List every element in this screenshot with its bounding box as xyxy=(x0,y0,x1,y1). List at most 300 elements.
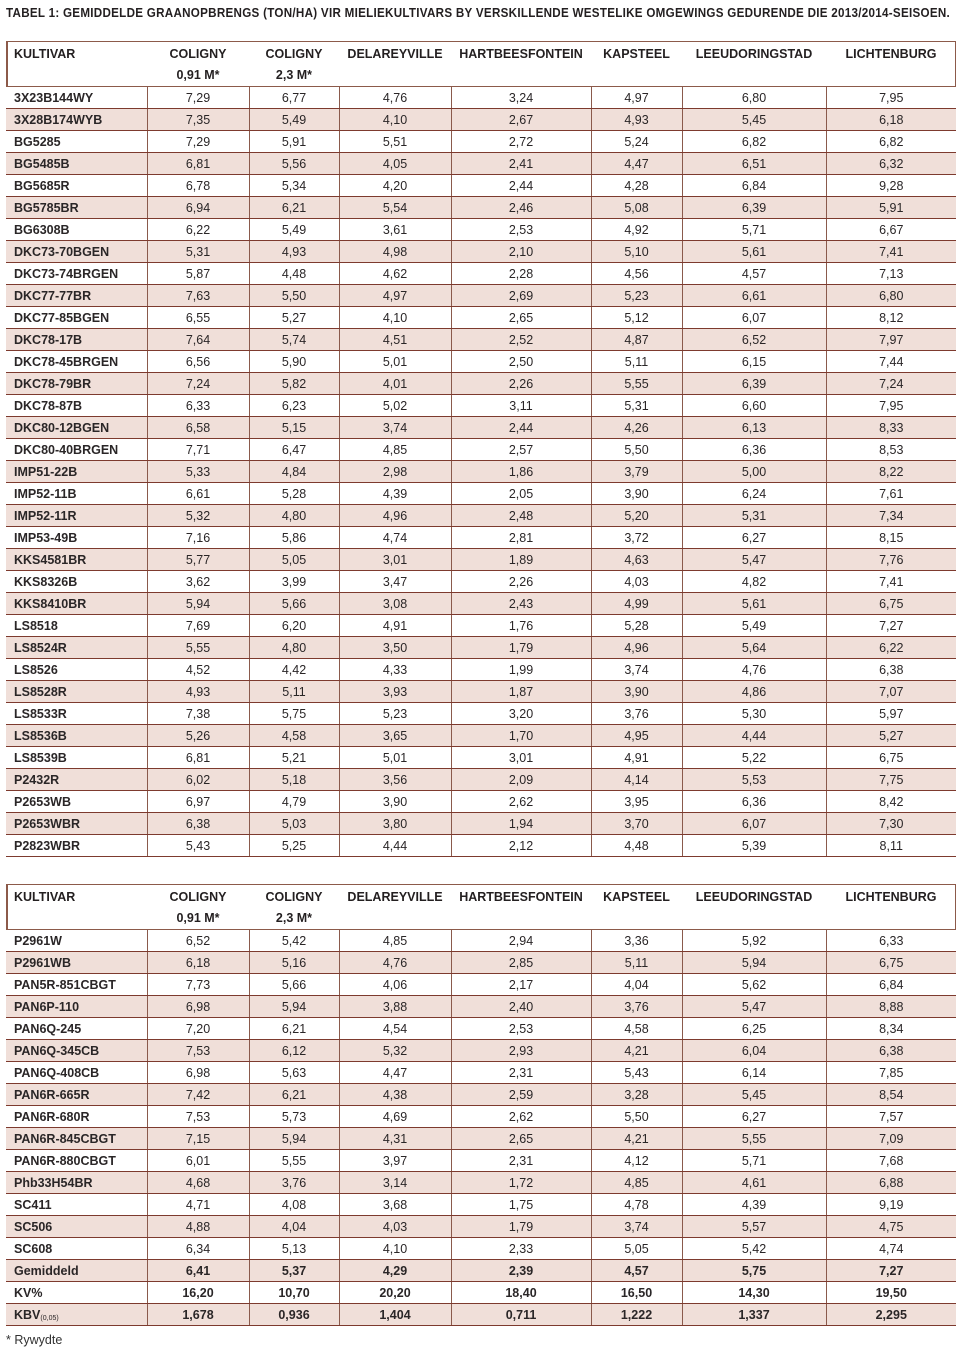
table-row xyxy=(6,439,956,461)
yield-cell: 4,20 xyxy=(339,175,451,197)
yield-cell: 5,62 xyxy=(682,974,826,996)
yield-cell: 5,31 xyxy=(147,241,249,263)
yield-cell: 7,64 xyxy=(147,329,249,351)
table-row xyxy=(6,996,956,1018)
table-row xyxy=(6,637,956,659)
yield-cell: 5,24 xyxy=(591,131,682,153)
yield-cell: 5,77 xyxy=(147,549,249,571)
column-header: LEEUDORINGSTAD xyxy=(682,42,826,65)
table-row xyxy=(6,813,956,835)
yield-cell: 4,71 xyxy=(147,1194,249,1216)
yield-cell: 5,74 xyxy=(249,329,339,351)
column-header: COLIGNY xyxy=(147,42,249,65)
yield-cell: 5,16 xyxy=(249,952,339,974)
yield-cell: 2,09 xyxy=(451,769,591,791)
yield-cell: 4,10 xyxy=(339,1238,451,1260)
table-row xyxy=(6,1084,956,1106)
yield-cell: 6,60 xyxy=(682,395,826,417)
yield-cell: 6,21 xyxy=(249,1084,339,1106)
yield-cell: 2,67 xyxy=(451,109,591,131)
yield-cell: 5,34 xyxy=(249,175,339,197)
yield-cell: 3,74 xyxy=(591,659,682,681)
cultivar-name: PAN5R-851CBGT xyxy=(6,974,147,996)
cultivar-name: PAN6R-880CBGT xyxy=(6,1150,147,1172)
yield-cell: 8,88 xyxy=(826,996,956,1018)
header-row xyxy=(6,42,956,65)
yield-cell: 6,51 xyxy=(682,153,826,175)
summary-value: 6,41 xyxy=(147,1260,249,1282)
yield-cell: 6,52 xyxy=(682,329,826,351)
cultivar-name: DKC77-77BR xyxy=(6,285,147,307)
yield-cell: 6,39 xyxy=(682,373,826,395)
yield-cell: 6,34 xyxy=(147,1238,249,1260)
table-row xyxy=(6,703,956,725)
yield-cell: 2,41 xyxy=(451,153,591,175)
yield-cell: 5,91 xyxy=(249,131,339,153)
yield-cell: 7,13 xyxy=(826,263,956,285)
table-row xyxy=(6,593,956,615)
summary-value: 20,20 xyxy=(339,1282,451,1304)
table-1-frame-left xyxy=(6,41,8,87)
column-header: DELAREYVILLE xyxy=(339,42,451,65)
yield-cell: 3,20 xyxy=(451,703,591,725)
yield-cell: 5,18 xyxy=(249,769,339,791)
summary-value: 16,50 xyxy=(591,1282,682,1304)
yield-cell: 4,31 xyxy=(339,1128,451,1150)
yield-cell: 6,01 xyxy=(147,1150,249,1172)
cultivar-name: PAN6Q-408CB xyxy=(6,1062,147,1084)
column-subheader xyxy=(451,65,591,87)
yield-cell: 5,50 xyxy=(591,1106,682,1128)
yield-cell: 7,61 xyxy=(826,483,956,505)
yield-cell: 6,13 xyxy=(682,417,826,439)
yield-cell: 1,87 xyxy=(451,681,591,703)
table-row xyxy=(6,505,956,527)
yield-cell: 4,91 xyxy=(339,615,451,637)
yield-cell: 4,74 xyxy=(339,527,451,549)
table-row xyxy=(6,1216,956,1238)
summary-label-text: KBV xyxy=(14,1307,41,1322)
yield-cell: 3,90 xyxy=(339,791,451,813)
table-row xyxy=(6,659,956,681)
yield-cell: 6,98 xyxy=(147,1062,249,1084)
yield-cell: 6,75 xyxy=(826,747,956,769)
yield-cell: 4,06 xyxy=(339,974,451,996)
column-subheader xyxy=(591,65,682,87)
yield-cell: 4,12 xyxy=(591,1150,682,1172)
yield-cell: 6,84 xyxy=(826,974,956,996)
yield-cell: 4,48 xyxy=(249,263,339,285)
summary-value: 5,37 xyxy=(249,1260,339,1282)
yield-cell: 5,25 xyxy=(249,835,339,857)
yield-cell: 2,50 xyxy=(451,351,591,373)
yield-cell: 6,52 xyxy=(147,930,249,952)
summary-value: 14,30 xyxy=(682,1282,826,1304)
yield-cell: 5,90 xyxy=(249,351,339,373)
yield-cell: 7,29 xyxy=(147,131,249,153)
cultivar-name: P2961WB xyxy=(6,952,147,974)
column-subheader xyxy=(682,65,826,87)
table-row xyxy=(6,1040,956,1062)
yield-cell: 4,58 xyxy=(249,725,339,747)
cultivar-name: DKC77-85BGEN xyxy=(6,307,147,329)
yield-cell: 6,23 xyxy=(249,395,339,417)
yield-table-2 xyxy=(6,884,956,1326)
yield-cell: 4,58 xyxy=(591,1018,682,1040)
yield-cell: 6,33 xyxy=(147,395,249,417)
yield-cell: 4,86 xyxy=(682,681,826,703)
yield-cell: 5,08 xyxy=(591,197,682,219)
yield-cell: 4,97 xyxy=(339,285,451,307)
cultivar-name: Phb33H54BR xyxy=(6,1172,147,1194)
yield-cell: 4,52 xyxy=(147,659,249,681)
yield-cell: 6,75 xyxy=(826,952,956,974)
summary-label xyxy=(6,1304,147,1326)
yield-cell: 3,56 xyxy=(339,769,451,791)
yield-cell: 6,02 xyxy=(147,769,249,791)
yield-cell: 2,57 xyxy=(451,439,591,461)
yield-cell: 6,88 xyxy=(826,1172,956,1194)
yield-cell: 3,24 xyxy=(451,87,591,109)
yield-cell: 4,85 xyxy=(339,930,451,952)
cultivar-name: PAN6P-110 xyxy=(6,996,147,1018)
column-header: COLIGNY xyxy=(147,885,249,908)
table-row xyxy=(6,681,956,703)
column-subheader xyxy=(591,908,682,930)
column-header: KAPSTEEL xyxy=(591,885,682,908)
yield-cell: 6,36 xyxy=(682,439,826,461)
column-subheader: 2,3 M* xyxy=(249,908,339,930)
yield-cell: 5,51 xyxy=(339,131,451,153)
yield-cell: 6,18 xyxy=(147,952,249,974)
yield-cell: 6,58 xyxy=(147,417,249,439)
yield-cell: 3,11 xyxy=(451,395,591,417)
table-row xyxy=(6,109,956,131)
yield-cell: 5,64 xyxy=(682,637,826,659)
summary-value: 5,75 xyxy=(682,1260,826,1282)
yield-cell: 3,80 xyxy=(339,813,451,835)
cultivar-name: PAN6R-845CBGT xyxy=(6,1128,147,1150)
yield-cell: 6,81 xyxy=(147,747,249,769)
table-row xyxy=(6,395,956,417)
yield-cell: 7,29 xyxy=(147,87,249,109)
summary-label-subscript: (0,05) xyxy=(40,1314,59,1322)
table-row xyxy=(6,87,956,109)
yield-cell: 6,38 xyxy=(826,1040,956,1062)
column-subheader xyxy=(451,908,591,930)
column-subheader: 0,91 M* xyxy=(147,65,249,87)
yield-cell: 5,01 xyxy=(339,351,451,373)
yield-cell: 4,84 xyxy=(249,461,339,483)
yield-cell: 2,31 xyxy=(451,1150,591,1172)
table-row xyxy=(6,351,956,373)
yield-cell: 2,12 xyxy=(451,835,591,857)
yield-cell: 6,32 xyxy=(826,153,956,175)
yield-cell: 6,07 xyxy=(682,307,826,329)
yield-cell: 4,79 xyxy=(249,791,339,813)
yield-cell: 3,90 xyxy=(591,483,682,505)
column-header: LICHTENBURG xyxy=(826,42,956,65)
table-row xyxy=(6,1172,956,1194)
cultivar-name: P2432R xyxy=(6,769,147,791)
yield-cell: 2,93 xyxy=(451,1040,591,1062)
yield-cell: 4,48 xyxy=(591,835,682,857)
column-subheader xyxy=(6,908,147,930)
yield-cell: 6,61 xyxy=(147,483,249,505)
column-subheader xyxy=(339,65,451,87)
yield-cell: 5,05 xyxy=(249,549,339,571)
table-row xyxy=(6,571,956,593)
yield-cell: 6,82 xyxy=(682,131,826,153)
summary-value: 7,27 xyxy=(826,1260,956,1282)
yield-cell: 5,55 xyxy=(591,373,682,395)
yield-cell: 5,94 xyxy=(249,1128,339,1150)
table-row xyxy=(6,219,956,241)
yield-cell: 3,08 xyxy=(339,593,451,615)
yield-cell: 2,43 xyxy=(451,593,591,615)
yield-cell: 6,12 xyxy=(249,1040,339,1062)
yield-cell: 3,88 xyxy=(339,996,451,1018)
yield-cell: 4,97 xyxy=(591,87,682,109)
yield-cell: 5,39 xyxy=(682,835,826,857)
table-row xyxy=(6,930,956,952)
column-header: LEEUDORINGSTAD xyxy=(682,885,826,908)
cultivar-name: LS8536B xyxy=(6,725,147,747)
yield-cell: 5,30 xyxy=(682,703,826,725)
yield-cell: 4,68 xyxy=(147,1172,249,1194)
yield-cell: 6,18 xyxy=(826,109,956,131)
yield-cell: 3,61 xyxy=(339,219,451,241)
yield-cell: 5,45 xyxy=(682,109,826,131)
yield-cell: 6,15 xyxy=(682,351,826,373)
table-row xyxy=(6,307,956,329)
summary-value: 0,711 xyxy=(451,1304,591,1326)
yield-cell: 6,67 xyxy=(826,219,956,241)
yield-cell: 6,24 xyxy=(682,483,826,505)
yield-cell: 8,22 xyxy=(826,461,956,483)
yield-cell: 5,32 xyxy=(147,505,249,527)
yield-cell: 6,38 xyxy=(826,659,956,681)
yield-cell: 7,53 xyxy=(147,1106,249,1128)
yield-cell: 7,16 xyxy=(147,527,249,549)
yield-cell: 1,70 xyxy=(451,725,591,747)
yield-cell: 4,98 xyxy=(339,241,451,263)
yield-cell: 3,28 xyxy=(591,1084,682,1106)
yield-cell: 2,46 xyxy=(451,197,591,219)
yield-cell: 5,10 xyxy=(591,241,682,263)
yield-cell: 3,14 xyxy=(339,1172,451,1194)
yield-cell: 4,76 xyxy=(339,87,451,109)
cultivar-name: BG5285 xyxy=(6,131,147,153)
yield-cell: 2,53 xyxy=(451,1018,591,1040)
yield-cell: 6,22 xyxy=(147,219,249,241)
summary-value: 1,404 xyxy=(339,1304,451,1326)
summary-value: 2,39 xyxy=(451,1260,591,1282)
yield-cell: 3,65 xyxy=(339,725,451,747)
yield-cell: 2,26 xyxy=(451,373,591,395)
table-row xyxy=(6,373,956,395)
yield-cell: 4,88 xyxy=(147,1216,249,1238)
yield-cell: 5,45 xyxy=(682,1084,826,1106)
cultivar-name: DKC78-45BRGEN xyxy=(6,351,147,373)
yield-cell: 4,21 xyxy=(591,1040,682,1062)
yield-cell: 5,27 xyxy=(249,307,339,329)
yield-cell: 4,39 xyxy=(682,1194,826,1216)
yield-cell: 2,05 xyxy=(451,483,591,505)
yield-cell: 2,48 xyxy=(451,505,591,527)
summary-value: 19,50 xyxy=(826,1282,956,1304)
yield-cell: 8,54 xyxy=(826,1084,956,1106)
yield-cell: 4,95 xyxy=(591,725,682,747)
cultivar-name: PAN6Q-345CB xyxy=(6,1040,147,1062)
cultivar-name: BG5485B xyxy=(6,153,147,175)
yield-cell: 3,74 xyxy=(339,417,451,439)
yield-cell: 4,85 xyxy=(339,439,451,461)
yield-cell: 5,31 xyxy=(591,395,682,417)
yield-cell: 7,42 xyxy=(147,1084,249,1106)
yield-cell: 6,47 xyxy=(249,439,339,461)
yield-cell: 7,85 xyxy=(826,1062,956,1084)
cultivar-name: LS8533R xyxy=(6,703,147,725)
yield-cell: 5,61 xyxy=(682,241,826,263)
yield-cell: 2,72 xyxy=(451,131,591,153)
yield-cell: 7,15 xyxy=(147,1128,249,1150)
table-row xyxy=(6,835,956,857)
yield-cell: 5,50 xyxy=(591,439,682,461)
yield-cell: 6,97 xyxy=(147,791,249,813)
yield-cell: 4,57 xyxy=(682,263,826,285)
summary-value: 4,57 xyxy=(591,1260,682,1282)
yield-cell: 4,61 xyxy=(682,1172,826,1194)
table-row xyxy=(6,285,956,307)
table-title: TABEL 1: GEMIDDELDE GRAANOPBRENGS (TON/HA) VIR MIELIEKULTIVARS BY VERSKILLENDE WESTELIKE OMGEWINGS GEDURENDE DIE 2013/2014-SEISOEN. xyxy=(6,6,951,20)
yield-cell: 7,44 xyxy=(826,351,956,373)
cultivar-name: IMP52-11B xyxy=(6,483,147,505)
cultivar-name: PAN6R-665R xyxy=(6,1084,147,1106)
yield-cell: 5,13 xyxy=(249,1238,339,1260)
yield-cell: 1,79 xyxy=(451,1216,591,1238)
yield-cell: 2,33 xyxy=(451,1238,591,1260)
yield-cell: 1,75 xyxy=(451,1194,591,1216)
yield-cell: 7,27 xyxy=(826,615,956,637)
yield-cell: 2,17 xyxy=(451,974,591,996)
yield-cell: 2,69 xyxy=(451,285,591,307)
column-subheader xyxy=(826,908,956,930)
yield-cell: 4,28 xyxy=(591,175,682,197)
yield-cell: 3,76 xyxy=(591,703,682,725)
column-subheader xyxy=(339,908,451,930)
yield-cell: 5,28 xyxy=(591,615,682,637)
cultivar-name: SC608 xyxy=(6,1238,147,1260)
yield-cell: 4,10 xyxy=(339,307,451,329)
yield-cell: 2,53 xyxy=(451,219,591,241)
yield-cell: 7,95 xyxy=(826,87,956,109)
yield-cell: 4,69 xyxy=(339,1106,451,1128)
yield-cell: 6,04 xyxy=(682,1040,826,1062)
yield-cell: 7,95 xyxy=(826,395,956,417)
cultivar-name: LS8528R xyxy=(6,681,147,703)
yield-cell: 5,94 xyxy=(249,996,339,1018)
yield-cell: 5,94 xyxy=(682,952,826,974)
summary-value: 18,40 xyxy=(451,1282,591,1304)
cultivar-name: LS8518 xyxy=(6,615,147,637)
column-header: DELAREYVILLE xyxy=(339,885,451,908)
yield-cell: 8,33 xyxy=(826,417,956,439)
yield-cell: 7,97 xyxy=(826,329,956,351)
yield-cell: 5,32 xyxy=(339,1040,451,1062)
yield-cell: 4,80 xyxy=(249,637,339,659)
yield-cell: 1,86 xyxy=(451,461,591,483)
yield-cell: 2,31 xyxy=(451,1062,591,1084)
table-row xyxy=(6,329,956,351)
table-row xyxy=(6,197,956,219)
yield-cell: 5,49 xyxy=(682,615,826,637)
yield-cell: 6,27 xyxy=(682,527,826,549)
cultivar-name: 3X28B174WYB xyxy=(6,109,147,131)
yield-cell: 3,74 xyxy=(591,1216,682,1238)
yield-cell: 2,44 xyxy=(451,417,591,439)
yield-cell: 7,76 xyxy=(826,549,956,571)
yield-cell: 7,63 xyxy=(147,285,249,307)
yield-cell: 2,81 xyxy=(451,527,591,549)
yield-cell: 5,57 xyxy=(682,1216,826,1238)
yield-cell: 6,14 xyxy=(682,1062,826,1084)
cultivar-name: PAN6R-680R xyxy=(6,1106,147,1128)
yield-cell: 7,69 xyxy=(147,615,249,637)
yield-cell: 5,03 xyxy=(249,813,339,835)
summary-label-text: KV% xyxy=(14,1285,43,1300)
yield-cell: 4,44 xyxy=(339,835,451,857)
yield-cell: 6,21 xyxy=(249,197,339,219)
table-2-frame-right xyxy=(955,884,957,930)
yield-cell: 3,01 xyxy=(451,747,591,769)
table-row xyxy=(6,615,956,637)
summary-value: 10,70 xyxy=(249,1282,339,1304)
yield-cell: 6,81 xyxy=(147,153,249,175)
yield-cell: 1,79 xyxy=(451,637,591,659)
yield-cell: 8,15 xyxy=(826,527,956,549)
summary-row xyxy=(6,1260,956,1282)
yield-cell: 7,38 xyxy=(147,703,249,725)
yield-cell: 2,44 xyxy=(451,175,591,197)
yield-cell: 5,33 xyxy=(147,461,249,483)
yield-cell: 7,07 xyxy=(826,681,956,703)
yield-cell: 6,56 xyxy=(147,351,249,373)
yield-cell: 5,15 xyxy=(249,417,339,439)
yield-cell: 4,62 xyxy=(339,263,451,285)
yield-cell: 4,21 xyxy=(591,1128,682,1150)
yield-cell: 7,09 xyxy=(826,1128,956,1150)
table-2-body xyxy=(6,930,956,1326)
yield-cell: 2,28 xyxy=(451,263,591,285)
column-subheader: 2,3 M* xyxy=(249,65,339,87)
yield-cell: 5,43 xyxy=(591,1062,682,1084)
table-row xyxy=(6,725,956,747)
yield-cell: 6,38 xyxy=(147,813,249,835)
column-subheader xyxy=(682,908,826,930)
yield-cell: 9,19 xyxy=(826,1194,956,1216)
yield-cell: 3,76 xyxy=(249,1172,339,1194)
column-header: KULTIVAR xyxy=(6,42,147,65)
table-row xyxy=(6,1128,956,1150)
yield-cell: 3,36 xyxy=(591,930,682,952)
yield-cell: 3,01 xyxy=(339,549,451,571)
yield-cell: 5,49 xyxy=(249,219,339,241)
yield-cell: 2,65 xyxy=(451,307,591,329)
yield-cell: 5,86 xyxy=(249,527,339,549)
table-row xyxy=(6,527,956,549)
yield-cell: 4,91 xyxy=(591,747,682,769)
